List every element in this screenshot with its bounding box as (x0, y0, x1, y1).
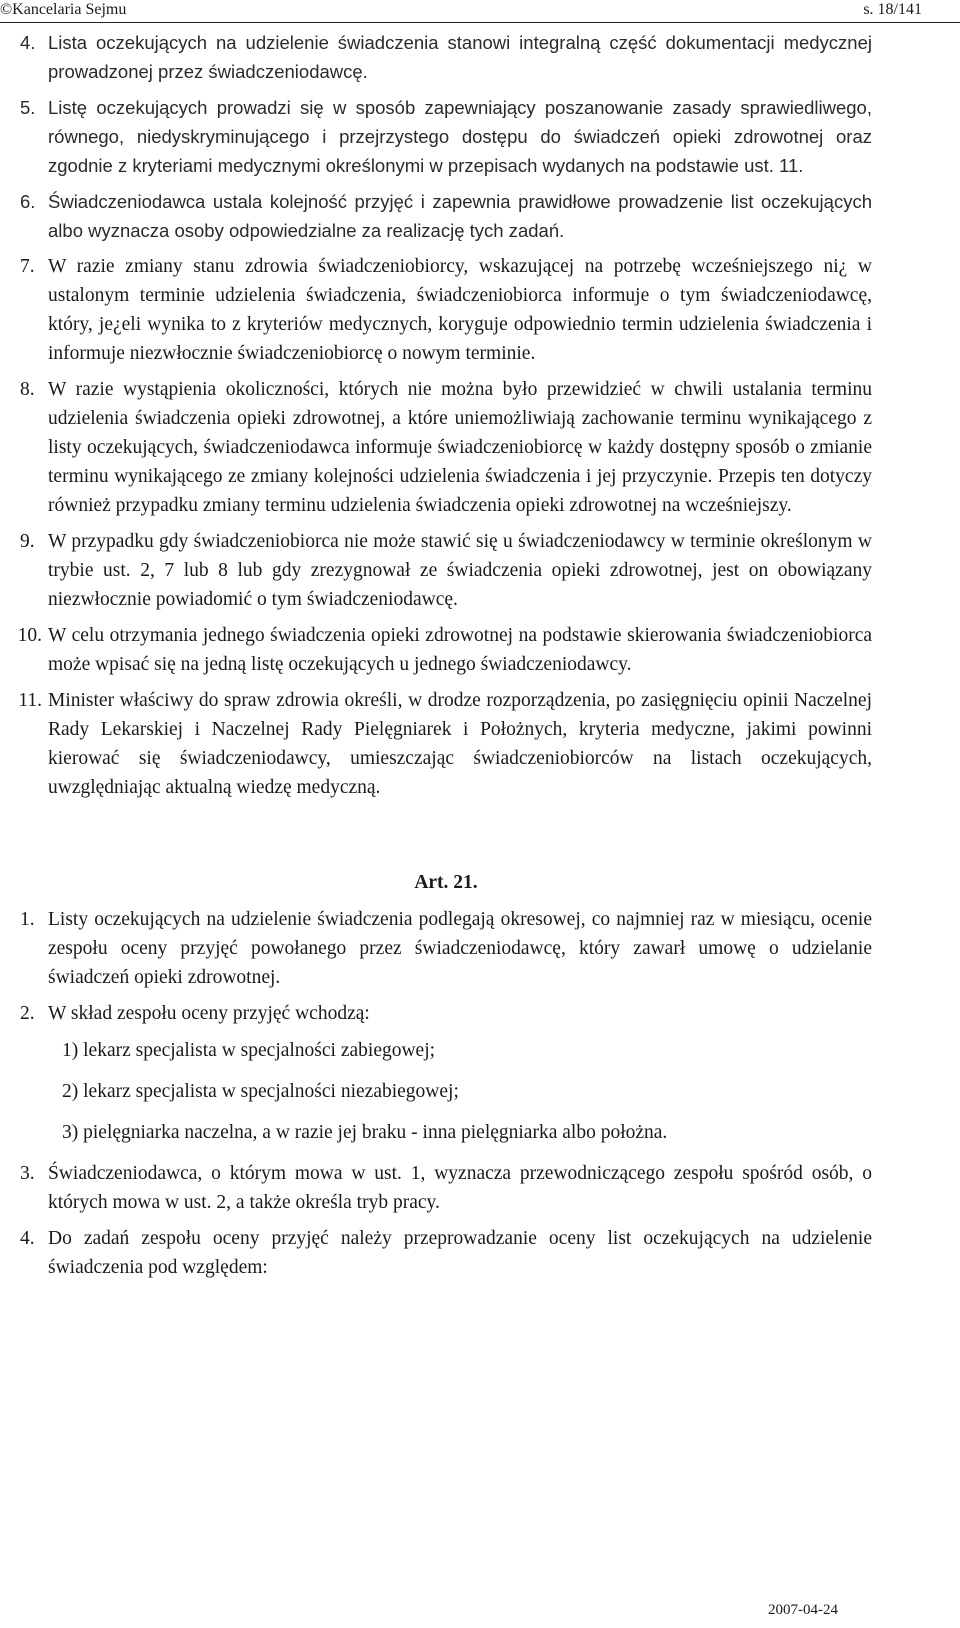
paragraph-text: Świadczeniodawca ustala kolejność przyjęć i zapewnia prawidłowe prowadzenie list oczekujących albo wyznacza osoby odpowiedzialne za realizację tych zadań. (48, 191, 872, 241)
paragraph-text: W razie zmiany stanu zdrowia świadczeniobiorcy, wskazującej na potrzebę wcześniejszego ni¿ w ustalonym terminie udzielenia świadczenia, świadczeniobiorca informuje o tym świadczeniodawcę, który, je¿eli wynika to z kryteriów medycznych, koryguje odpowiednio termin udzielenia świadczenia i informuje niezwłocznie świadczeniobiorcę o nowym terminie. (48, 256, 872, 364)
paragraph-number: 4. (20, 32, 36, 53)
paragraph-7 (20, 252, 872, 368)
paragraph-number: 9. (20, 531, 35, 552)
copyright-label: ©Kancelaria Sejmu (0, 1, 127, 18)
art21-paragraph-4 (20, 1224, 872, 1282)
article-heading: Art. 21. (414, 872, 478, 893)
paragraph-11 (20, 686, 872, 802)
paragraph-text: W przypadku gdy świadczeniobiorca nie może stawić się u świadczeniodawcy w terminie określonym w trybie ust. 2, 7 lub 8 lub gdy zrezygnował ze świadczenia opieki zdrowotnej, jest on obowiązany niezwłocznie powiadomić o tym świadczeniodawcę. (48, 531, 872, 610)
paragraph-text: W razie wystąpienia okoliczności, których nie można było przewidzieć w chwili ustalania terminu udzielenia świadczenia opieki zdrowotnej, a które uniemożliwiają zachowanie terminu wynikającego z listy oczekujących, świadczeniodawca informuje świadczeniobiorcę w każdy dostępny sposób o zmianie terminu wynikającego ze zmiany kolejności udzielenia świadczenia i jej przyczynie. Przepis ten dotyczy również przypadku zmiany terminu udzielenia świadczenia opieki zdrowotnej na wcześniejszy. (48, 379, 872, 516)
art21-paragraph-2 (20, 999, 872, 1028)
paragraph-text: W skład zespołu oceny przyjęć wchodzą: (48, 1003, 370, 1024)
paragraph-text: Do zadań zespołu oceny przyjęć należy przeprowadzanie oceny list oczekujących na udzielenie świadczenia pod względem: (48, 1228, 872, 1278)
paragraph-text: W celu otrzymania jednego świadczenia opieki zdrowotnej na podstawie skierowania świadczeniobiorca może wpisać się na jedną listę oczekujących u jednego świadczeniodawcy. (48, 625, 872, 675)
paragraph-6 (20, 187, 872, 245)
paragraph-text: Lista oczekujących na udzielenie świadczenia stanowi integralną część dokumentacji medycznej prowadzonej przez świadczeniodawcę. (48, 32, 872, 82)
paragraph-number: 4. (20, 1228, 35, 1249)
paragraph-5 (20, 93, 872, 180)
paragraph-number: 7. (20, 256, 35, 277)
paragraph-number: 11. (18, 690, 42, 711)
paragraph-number: 2. (20, 1003, 35, 1024)
document-body (17, 28, 872, 1289)
paragraph-8 (20, 375, 872, 520)
paragraph-number: 10. (17, 625, 42, 646)
paragraph-number: 6. (20, 191, 36, 212)
paragraph-number: 3. (20, 1163, 35, 1184)
paragraph-text: Listę oczekujących prowadzi się w sposób zapewniający poszanowanie zasady sprawiedliwego, równego, niedyskryminującego i przejrzystego dostępu do świadczeń opieki zdrowotnej oraz zgodnie z kryteriami medycznymi określonymi w przepisach wydanych na podstawie ust. 11. (48, 97, 872, 176)
paragraph-9 (20, 527, 872, 614)
paragraph-text: Listy oczekujących na udzielenie świadczenia podlegają okresowej, co najmniej raz w miesiącu, ocenie zespołu oceny przyjęć powołanego przez świadczeniodawcę, który zawarł umowę o udzielanie świadczeń opieki zdrowotnej. (48, 909, 872, 988)
paragraph-4 (20, 28, 872, 86)
paragraph-number: 1. (20, 909, 35, 930)
sub-item: 1) lekarz specjalista w specjalności zabiegowej; (62, 1040, 436, 1061)
paragraph-number: 8. (20, 379, 35, 400)
art21-paragraph-1 (20, 905, 872, 992)
page-header (0, 0, 960, 22)
paragraph-text: Minister właściwy do spraw zdrowia określi, w drodze rozporządzenia, po zasięgnięciu opinii Naczelnej Rady Lekarskiej i Naczelnej Rady Pielęgniarek i Położnych, kryteria medyczne, jakimi powinni kierować się świadczeniodawcy, umieszczając świadczeniobiorców na listach oczekujących, uwzględniając aktualną wiedzę medyczną. (48, 690, 872, 798)
header-rule (0, 22, 960, 23)
footer-date: 2007-04-24 (768, 1602, 838, 1618)
paragraph-number: 5. (20, 97, 36, 118)
sub-item: 3) pielęgniarka naczelna, a w razie jej braku - inna pielęgniarka albo położna. (62, 1122, 668, 1143)
art21-paragraph-3 (20, 1159, 872, 1217)
page-number: s. 18/141 (863, 1, 922, 18)
paragraph-text: Świadczeniodawca, o którym mowa w ust. 1, wyznacza przewodniczącego zespołu spośród osób, o których mowa w ust. 2, a także określa tryb pracy. (48, 1163, 872, 1213)
paragraph-10 (17, 621, 872, 679)
sub-item: 2) lekarz specjalista w specjalności niezabiegowej; (62, 1081, 459, 1102)
